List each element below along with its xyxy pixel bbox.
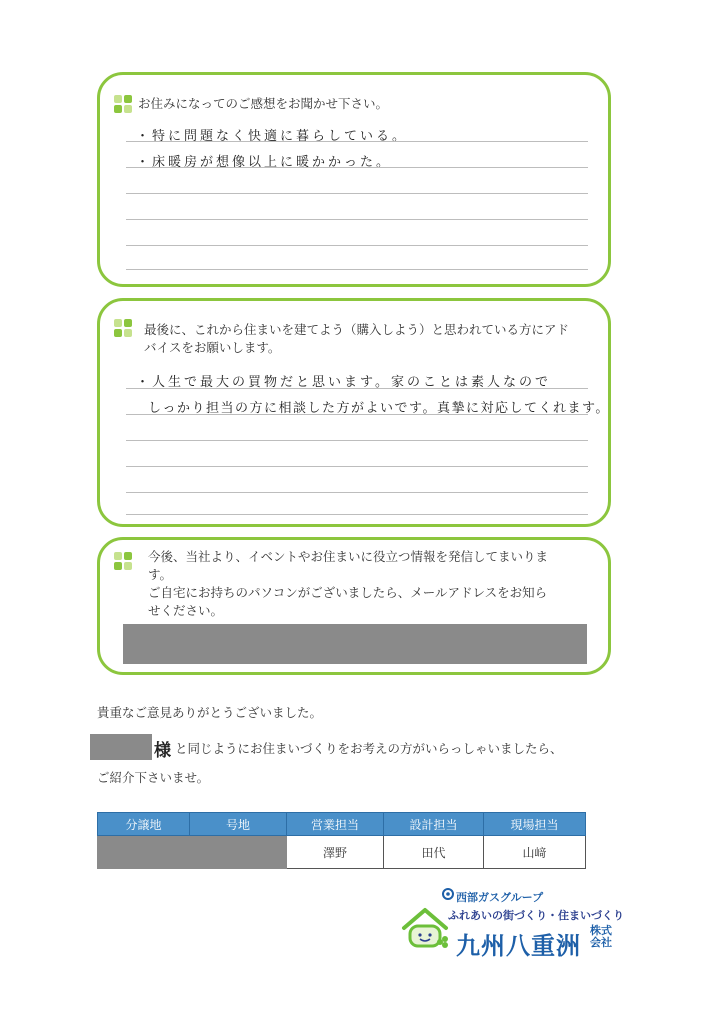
logo-slogan: ふれあいの街づくり・住まいづくり (448, 909, 624, 922)
email-request-line2: す。 (148, 567, 173, 582)
impressions-answer-2: ・床暖房が想像以上に暖かかった。 (136, 155, 393, 170)
gas-group-mark-icon (442, 888, 454, 900)
writing-line (126, 466, 588, 467)
writing-line (126, 414, 588, 415)
sales-rep-value: 澤野 (287, 836, 384, 869)
header-subdivision: 分譲地 (98, 813, 190, 836)
thanks-text: 貴重なご意見ありがとうございました。 (97, 705, 323, 720)
referral-text: と同じようにお住まいづくりをお考えの方がいらっしゃいましたら、 (175, 741, 563, 756)
email-request-line1: 今後、当社より、イベントやお住まいに役立つ情報を発信してまいりま (148, 549, 549, 564)
referral-text-2: ご紹介下さいませ。 (97, 770, 210, 785)
impressions-answer-1: ・特に問題なく快適に暮らしている。 (136, 129, 409, 144)
header-design-rep: 設計担当 (384, 813, 484, 836)
house-mascot-logo-icon (400, 906, 450, 950)
company-suffix: 株式会社 (590, 924, 612, 949)
redacted-subdivision-lot (98, 836, 287, 869)
writing-line (126, 141, 588, 142)
advice-answer-2: しっかり担当の方に相談した方がよいです。真摯に対応してくれます。 (148, 401, 610, 416)
header-lot-number: 号地 (190, 813, 287, 836)
writing-line (126, 269, 588, 270)
impressions-box (97, 72, 611, 287)
writing-line (126, 245, 588, 246)
advice-question-line1: 最後に、これから住まいを建てよう（購入しよう）と思われている方にアド (144, 322, 570, 337)
writing-line (126, 514, 588, 515)
design-rep-value: 田代 (384, 836, 484, 869)
redacted-email-field (123, 624, 587, 664)
writing-line (126, 167, 588, 168)
staff-table (97, 812, 586, 869)
writing-line (126, 219, 588, 220)
writing-line (126, 440, 588, 441)
redacted-customer-name (90, 734, 152, 760)
writing-line (126, 388, 588, 389)
impressions-question: お住みになってのご感想をお聞かせ下さい。 (138, 96, 389, 111)
logo-group-name: 西部ガスグループ (456, 891, 544, 904)
writing-line (126, 492, 588, 493)
writing-line (126, 193, 588, 194)
advice-box (97, 298, 611, 527)
clover-bullet-icon (114, 552, 132, 570)
advice-answer-1: ・人生で最大の買物だと思います。家のことは素人なので (136, 375, 551, 390)
advice-question-line2: バイスをお願いします。 (144, 340, 281, 355)
header-site-rep: 現場担当 (484, 813, 586, 836)
company-name: 九州八重洲 (456, 932, 581, 960)
clover-bullet-icon (114, 95, 132, 113)
email-request-line4: せください。 (148, 603, 224, 618)
clover-bullet-icon (114, 319, 132, 337)
sama-honorific: 様 (154, 741, 171, 761)
email-request-box (97, 537, 611, 675)
site-rep-value: 山﨑 (484, 836, 586, 869)
header-sales-rep: 営業担当 (287, 813, 384, 836)
email-request-line3: ご自宅にお持ちのパソコンがございましたら、メールアドレスをお知ら (148, 585, 548, 600)
